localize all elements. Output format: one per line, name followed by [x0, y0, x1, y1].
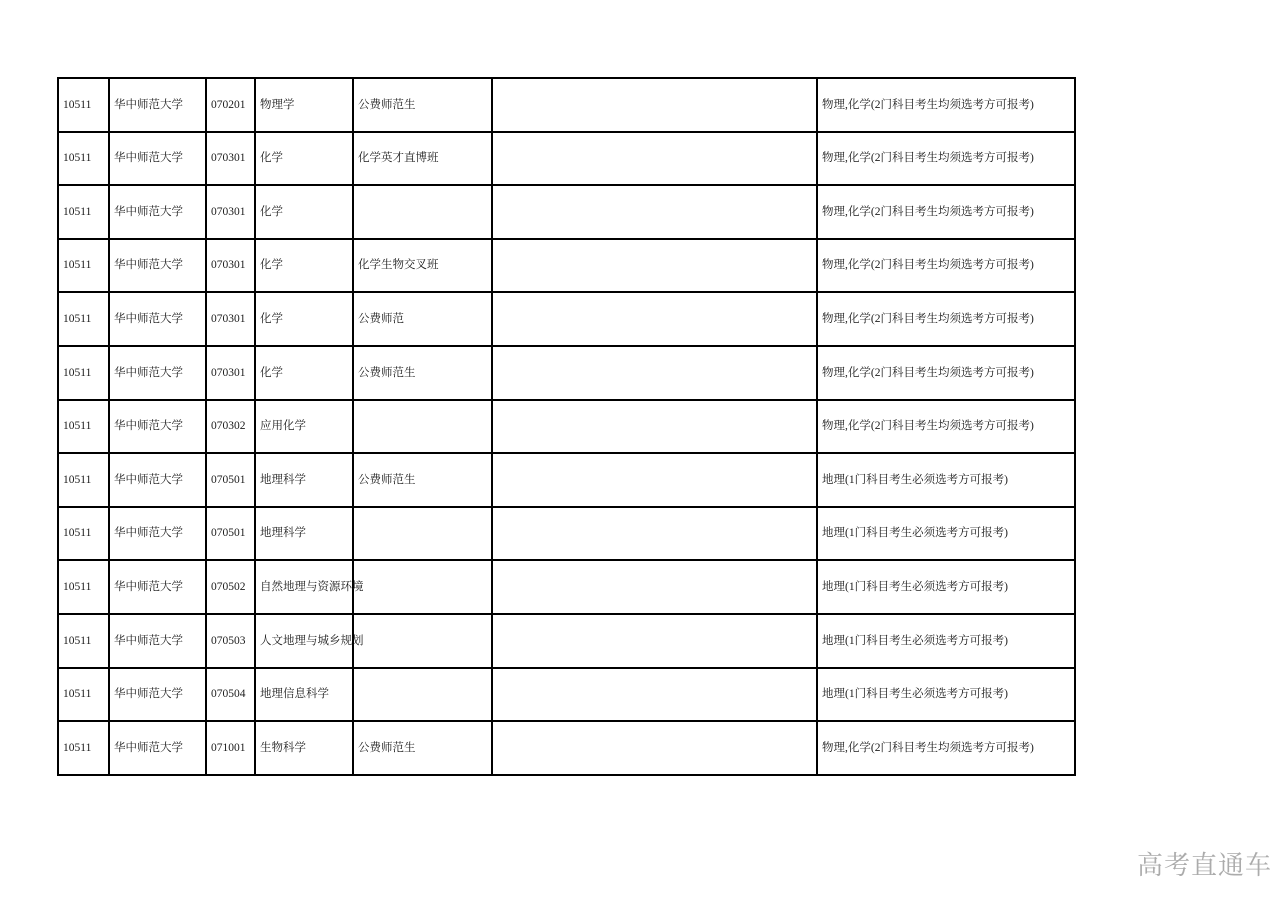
- table-cell: 应用化学: [255, 400, 353, 454]
- table-cell: 070301: [206, 239, 255, 293]
- table-cell: 物理,化学(2门科目考生均须选考方可报考): [817, 721, 1075, 775]
- table-cell: 化学: [255, 346, 353, 400]
- table-cell: 物理学: [255, 78, 353, 132]
- table-cell: 10511: [58, 346, 109, 400]
- table-cell: [353, 560, 492, 614]
- table-cell: 化学生物交叉班: [353, 239, 492, 293]
- table-cell: [353, 400, 492, 454]
- table-cell: 化学: [255, 239, 353, 293]
- table-cell: 公费师范: [353, 292, 492, 346]
- table-row: [58, 185, 1075, 239]
- watermark-text: 高考直通车: [1136, 850, 1272, 880]
- table-cell: [492, 185, 817, 239]
- table-row: [58, 668, 1075, 722]
- table-cell: 华中师范大学: [109, 668, 206, 722]
- table-cell: [492, 668, 817, 722]
- table-cell: 10511: [58, 453, 109, 507]
- table-cell: 化学: [255, 185, 353, 239]
- table-cell: 物理,化学(2门科目考生均须选考方可报考): [817, 400, 1075, 454]
- table-cell: 070201: [206, 78, 255, 132]
- table-row: [58, 78, 1075, 132]
- table-cell: 10511: [58, 400, 109, 454]
- majors-table: [57, 77, 1076, 776]
- table-cell: 地理(1门科目考生必须选考方可报考): [817, 507, 1075, 561]
- table-cell: 10511: [58, 507, 109, 561]
- table-cell: [492, 560, 817, 614]
- table-cell: 华中师范大学: [109, 292, 206, 346]
- table-cell: 公费师范生: [353, 346, 492, 400]
- table-cell: 10511: [58, 78, 109, 132]
- table-cell: 华中师范大学: [109, 721, 206, 775]
- table-cell: 物理,化学(2门科目考生均须选考方可报考): [817, 78, 1075, 132]
- table-row: [58, 560, 1075, 614]
- table-cell: 化学英才直博班: [353, 132, 492, 186]
- table-cell: 070301: [206, 292, 255, 346]
- table-cell: 10511: [58, 185, 109, 239]
- table-cell: 华中师范大学: [109, 239, 206, 293]
- table-cell: 化学: [255, 132, 353, 186]
- table-cell: 070301: [206, 132, 255, 186]
- table-cell: 公费师范生: [353, 721, 492, 775]
- table-row: [58, 453, 1075, 507]
- table-cell: [492, 292, 817, 346]
- table-cell: [492, 721, 817, 775]
- table-cell: 自然地理与资源环境: [255, 560, 353, 614]
- table-row: [58, 292, 1075, 346]
- table-cell: 物理,化学(2门科目考生均须选考方可报考): [817, 239, 1075, 293]
- table-cell: 070302: [206, 400, 255, 454]
- table-row: [58, 132, 1075, 186]
- table-cell: [353, 507, 492, 561]
- table-row: [58, 507, 1075, 561]
- table-cell: 10511: [58, 239, 109, 293]
- table-cell: 地理信息科学: [255, 668, 353, 722]
- table-cell: [353, 185, 492, 239]
- table-cell: 070501: [206, 453, 255, 507]
- table-cell: [353, 614, 492, 668]
- table-cell: 070502: [206, 560, 255, 614]
- table-cell: 070503: [206, 614, 255, 668]
- table-cell: 地理(1门科目考生必须选考方可报考): [817, 560, 1075, 614]
- table-cell: 070501: [206, 507, 255, 561]
- table-row: [58, 614, 1075, 668]
- table-cell: 华中师范大学: [109, 400, 206, 454]
- table-cell: 地理(1门科目考生必须选考方可报考): [817, 614, 1075, 668]
- table-cell: 物理,化学(2门科目考生均须选考方可报考): [817, 346, 1075, 400]
- table-cell: 地理科学: [255, 453, 353, 507]
- table-cell: [492, 132, 817, 186]
- table-cell: 071001: [206, 721, 255, 775]
- table-cell: [492, 507, 817, 561]
- table-cell: 物理,化学(2门科目考生均须选考方可报考): [817, 185, 1075, 239]
- table-row: [58, 239, 1075, 293]
- table-cell: 地理(1门科目考生必须选考方可报考): [817, 453, 1075, 507]
- table-cell: 10511: [58, 292, 109, 346]
- table-cell: 10511: [58, 721, 109, 775]
- table-cell: 070301: [206, 346, 255, 400]
- table-cell: 10511: [58, 668, 109, 722]
- table-cell: 物理,化学(2门科目考生均须选考方可报考): [817, 292, 1075, 346]
- table-cell: [492, 400, 817, 454]
- table-row: [58, 346, 1075, 400]
- table-cell: 华中师范大学: [109, 185, 206, 239]
- table-cell: 地理科学: [255, 507, 353, 561]
- table-cell: 物理,化学(2门科目考生均须选考方可报考): [817, 132, 1075, 186]
- table-cell: 华中师范大学: [109, 453, 206, 507]
- table-cell: [492, 453, 817, 507]
- table-cell: 华中师范大学: [109, 78, 206, 132]
- table-cell: 人文地理与城乡规划: [255, 614, 353, 668]
- table-cell: [353, 668, 492, 722]
- table-cell: 公费师范生: [353, 453, 492, 507]
- table-cell: 华中师范大学: [109, 507, 206, 561]
- table-cell: 公费师范生: [353, 78, 492, 132]
- table-cell: [492, 346, 817, 400]
- table-cell: 化学: [255, 292, 353, 346]
- table-cell: 10511: [58, 614, 109, 668]
- table-row: [58, 721, 1075, 775]
- table-cell: 070504: [206, 668, 255, 722]
- table-cell: 地理(1门科目考生必须选考方可报考): [817, 668, 1075, 722]
- table-cell: [492, 239, 817, 293]
- table-body: [58, 78, 1075, 775]
- table-cell: [492, 614, 817, 668]
- table-cell: 10511: [58, 560, 109, 614]
- table-cell: 10511: [58, 132, 109, 186]
- table-cell: 华中师范大学: [109, 614, 206, 668]
- table-cell: 070301: [206, 185, 255, 239]
- table-cell: 华中师范大学: [109, 560, 206, 614]
- table-cell: 生物科学: [255, 721, 353, 775]
- table-cell: [492, 78, 817, 132]
- table-cell: 华中师范大学: [109, 132, 206, 186]
- table-row: [58, 400, 1075, 454]
- majors-table-container: [57, 77, 1076, 776]
- table-cell: 华中师范大学: [109, 346, 206, 400]
